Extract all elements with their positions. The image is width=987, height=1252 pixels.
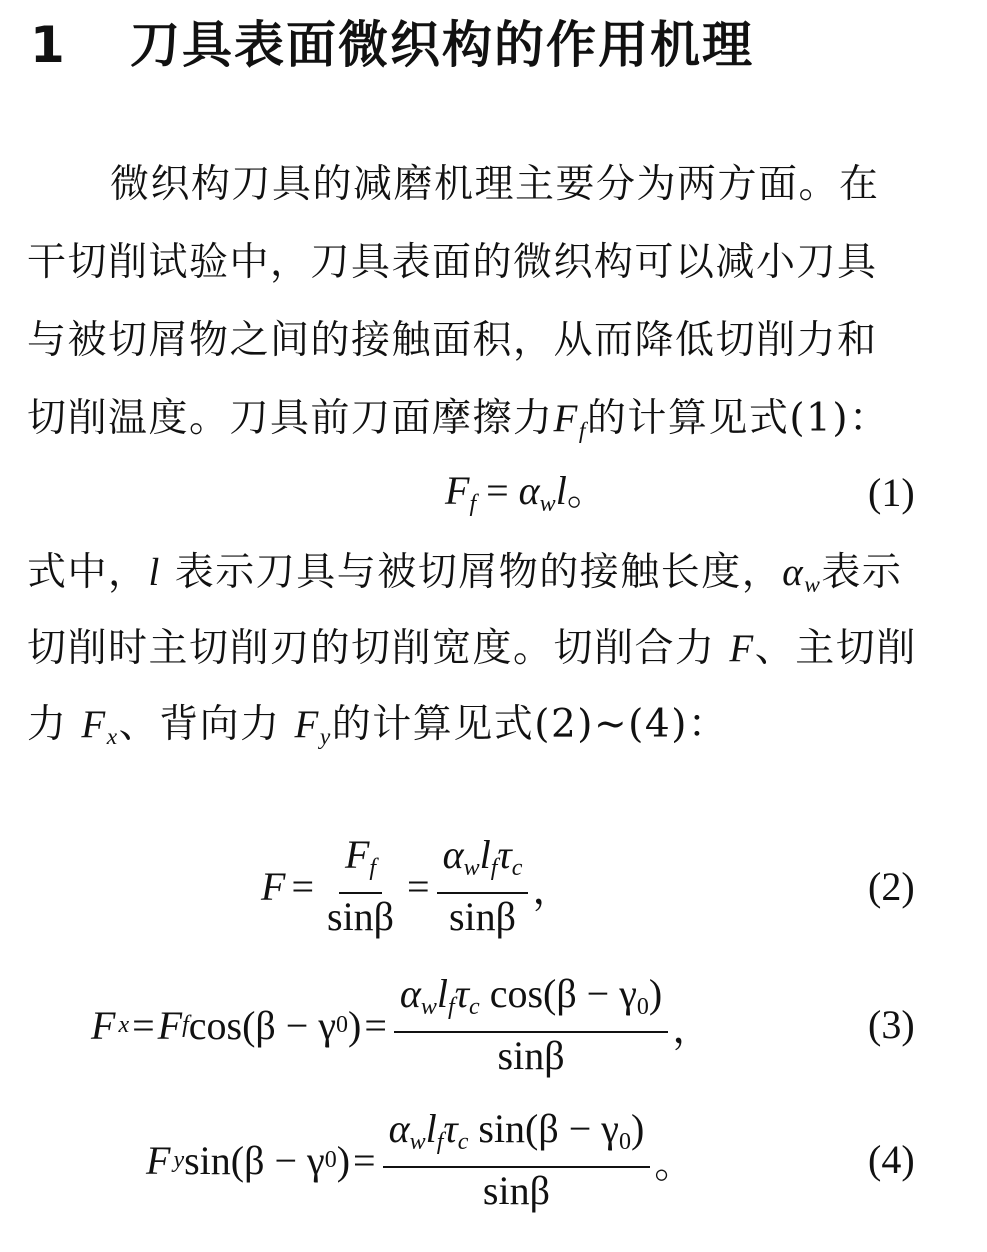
equation-number: (3) [868,1002,915,1047]
section-title: 刀具表面微织构的作用机理 [130,16,754,74]
section-heading [30,14,754,76]
paragraph-line: 切削温度。刀具前刀面摩擦力$F_f$的计算见式(1)： [27,396,890,445]
equation-2: F = $\frac{F_f}{\sin\beta}$ = $\frac{\alpha_wl_f\tau_c}{\sin\beta}$ ， [261,832,573,939]
paragraph-line: 微织构刀具的减磨机理主要分为两方面。在 [110,162,880,207]
equation-number: (4) [868,1137,915,1182]
section-number: 1 [30,16,67,74]
paragraph-line: 干切削试验中，刀具表面的微织构可以减小刀具 [27,240,878,285]
paragraph-line: 式中，l 表示刀具与被切屑物的接触长度，$\alpha_w$表示 [27,550,903,599]
equation-3: F x = F f cos(β − γ 0 ) = $\frac{\alpha_wl_f\tau_c \cos(\beta - \gamma_0)}{\sin\beta}$ ， [91,971,713,1078]
paragraph-line: 切削时主切削刃的切削宽度。切削合力 F、主切削 [27,626,917,671]
var-F: F [553,397,579,440]
paragraph-line: 与被切屑物之间的接触面积，从而降低切削力和 [27,318,878,363]
equation-4: F y sin(β − γ 0 ) = $\frac{\alpha_wl_f\tau_c \sin(\beta - \gamma_0)}{\sin\beta}$ 。 [146,1106,695,1213]
equation-number: (2) [868,864,915,909]
equation-1: $F_f = \alpha_wl$。 [445,468,607,518]
paragraph-line: 力 $F_x$、背向力 $F_y$的计算见式(2)~(4)： [27,702,729,751]
equation-number: (1) [868,470,915,515]
